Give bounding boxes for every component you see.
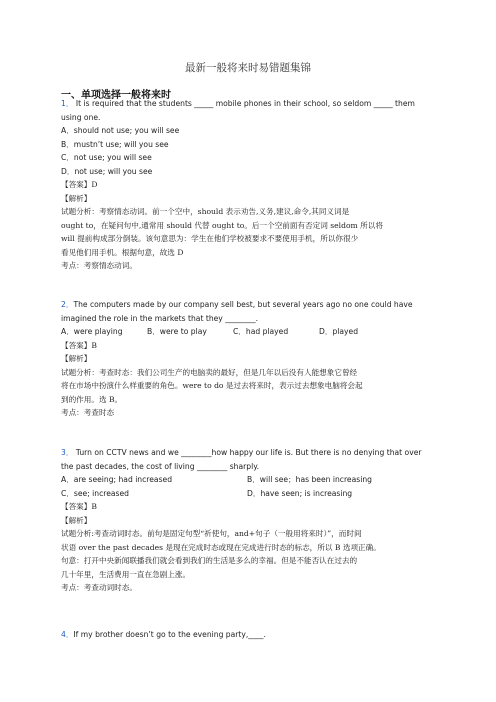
question-3-options-row-2	[61, 487, 434, 501]
question-1-option-a: A．should not use; you will see	[61, 126, 180, 135]
question-3-number: 3．	[61, 448, 74, 457]
question-1-option-d: D．not use; will you see	[61, 166, 153, 176]
question-1-option-b: B．mustn’t use; will you see	[61, 139, 169, 149]
question-2-answer: 【答案】B	[61, 340, 97, 350]
question-4-stem-line-1: 4．If my brother doesn’t go to the evening party,____.	[61, 630, 266, 639]
question-3-analysis-heading: 【解析】	[61, 515, 92, 525]
question-4-number: 4．	[61, 630, 74, 639]
document-title: 最新一般将来时易错题集锦	[185, 62, 311, 74]
question-2-option-c: C．had played	[233, 327, 289, 336]
question-3-option-d: D．have seen; is increasing	[247, 488, 353, 498]
question-2-option-d: D．played	[319, 327, 359, 336]
question-3-analysis-line-1: 试题分析:考查动词时态。前句是固定句型“祈使句，and+句子（一般用将来时）”，而时间	[61, 529, 362, 538]
question-1-analysis-line-3: will 提前构成部分倒装。该句意思为：学生在他们学校被要求不要使用手机，所以你很少	[61, 234, 359, 243]
question-1-analysis-heading: 【解析】	[61, 193, 92, 203]
question-3-point: 考点：考查动词时态。	[61, 583, 137, 592]
question-4	[61, 628, 434, 642]
question-1	[61, 97, 434, 273]
question-2-options	[61, 325, 434, 339]
question-1-point: 考点：考察情态动词。	[61, 261, 137, 270]
question-1-answer: 【答案】D	[61, 180, 98, 189]
question-2-analysis-line-1: 试题分析：考查时态：我们公司生产的电脑卖的最好，但是几年以后没有人能想象它曾经	[61, 367, 358, 377]
question-2-analysis-line-3: 到的作用。选 B。	[61, 394, 123, 404]
question-1-stem-line-2: using one.	[61, 112, 101, 122]
question-2-option-b: B．were to play	[147, 327, 207, 336]
question-3-option-b: B．will see；has been increasing	[247, 475, 372, 484]
question-1-analysis-line-4: 看见他们用手机。根据句意，故选 D	[61, 247, 184, 257]
question-3	[61, 446, 434, 595]
question-2-analysis-line-2: 将在市场中扮演什么样重要的角色。were to do 是过去将来时，表示过去想象电脑将会起	[61, 381, 363, 390]
question-2-stem-line-1: 2．The computers made by our company sell best, but several years ago no one could have	[61, 300, 413, 309]
question-3-analysis-line-2: 状语 over the past decades 是现在完成时态或现在完成进行时态的标志，所以 B 选项正确。	[61, 542, 381, 552]
question-2-option-a: A．were playing	[61, 327, 123, 336]
question-2	[61, 298, 434, 420]
question-3-analysis-line-3: 句意：打开中央新闻联播我们就会看到我们的生活是多么的幸福。但是不能否认在过去的	[61, 556, 358, 565]
question-3-option-c: C．see; increased	[61, 488, 129, 498]
section-heading: 一、单项选择一般将来时	[61, 90, 171, 101]
question-3-stem-line-2: the past decades, the cost of living ________ sharply.	[61, 461, 260, 471]
question-3-stem-line-1: 3． Turn on CCTV news and we ________how happy our life is. But there is no denying that over	[61, 448, 422, 457]
question-1-analysis-line-1: 试题分析：考察情态动词。前一个空中，should 表示劝告,义务,建议,命令,其同义词是	[61, 207, 350, 216]
question-3-option-a: A．are seeing; had increased	[61, 475, 173, 484]
question-3-analysis-line-4: 几十年里，生活费用一直在急剧上涨。	[61, 569, 191, 579]
question-2-analysis-heading: 【解析】	[61, 354, 92, 363]
question-2-point: 考点：考查时态	[61, 408, 115, 417]
question-2-number: 2．	[61, 300, 74, 309]
question-3-answer: 【答案】B	[61, 502, 97, 511]
question-1-analysis-line-2: ought to，在疑问句中,通常用 should 代替 ought to。后一个空前面有否定词 seldom 所以将	[61, 220, 383, 230]
question-2-stem-line-2: imagined the role in the markets that they ________.	[61, 313, 259, 323]
question-3-options-row-1	[61, 473, 434, 487]
question-1-option-c: C．not use; you will see	[61, 153, 152, 162]
question-1-stem-line-1: 1． It is required that the students _____ mobile phones in their school, so seldom _____ them	[61, 99, 415, 108]
question-1-number: 1．	[61, 99, 74, 108]
